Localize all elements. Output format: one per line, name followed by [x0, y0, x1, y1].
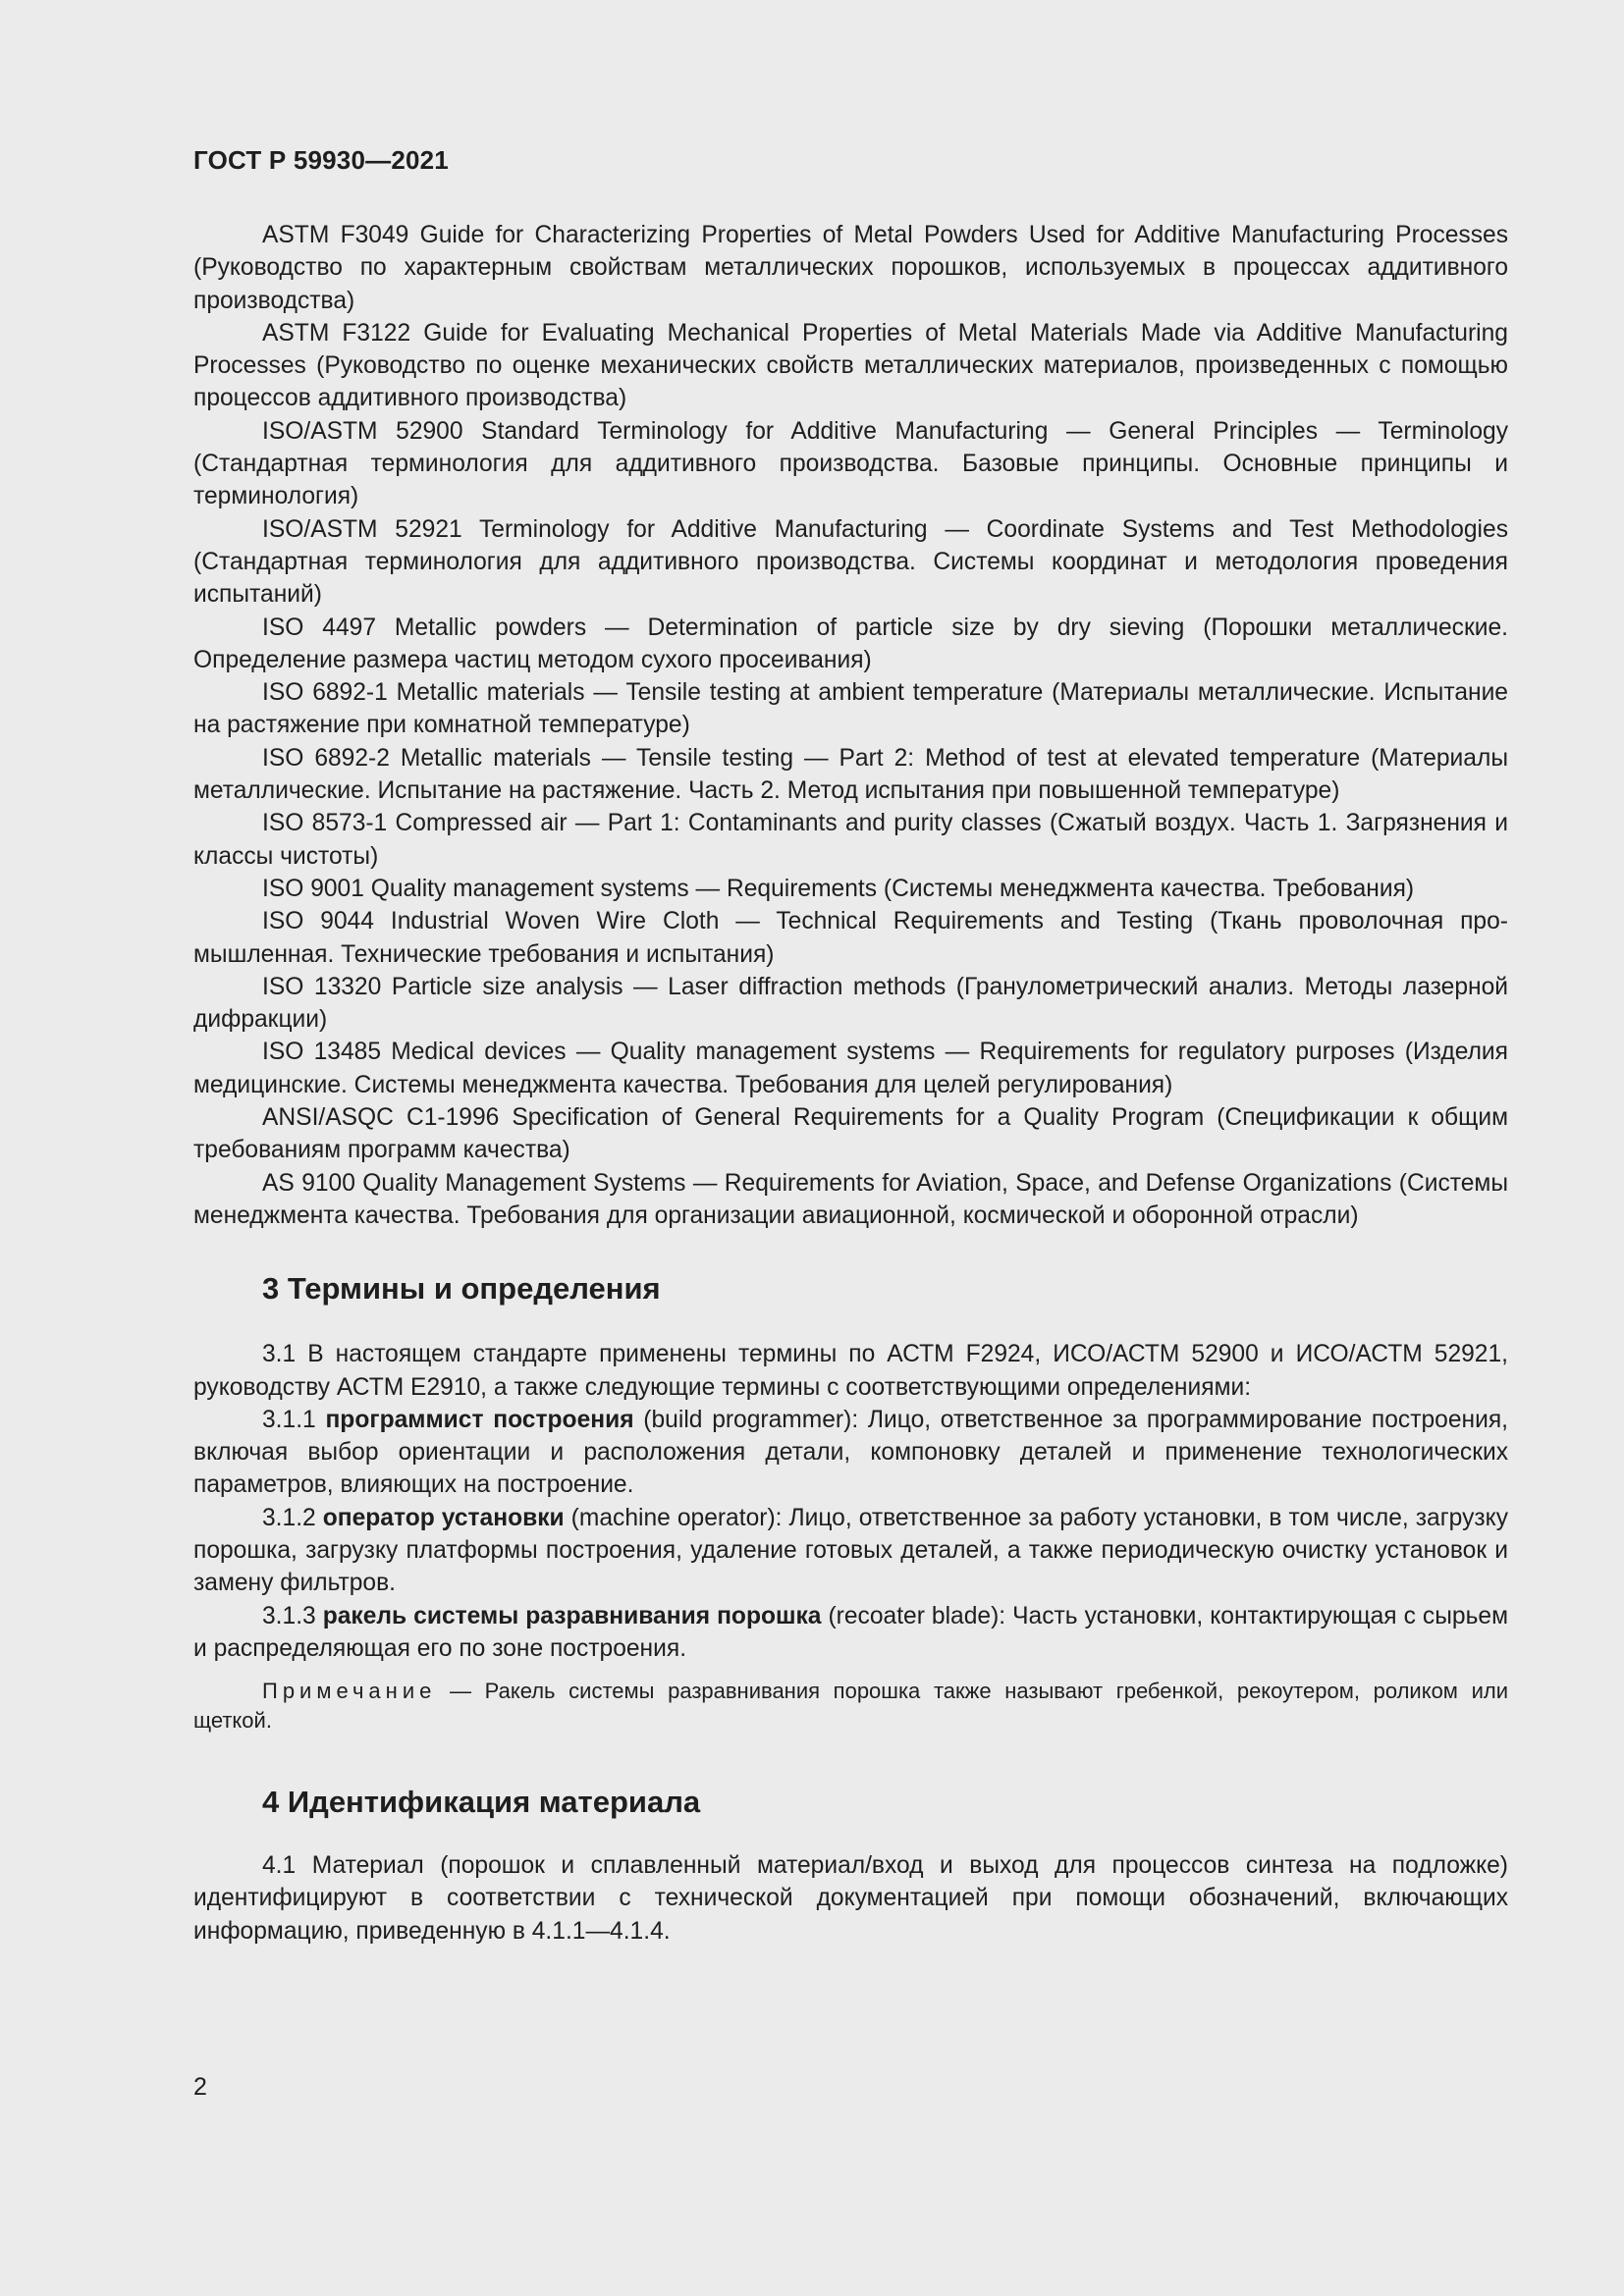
term-number: 3.1.2 [262, 1504, 323, 1531]
document-header: ГОСТ Р 59930—2021 [193, 145, 449, 175]
term-name: ракель системы разравнивания порошка [322, 1602, 822, 1629]
note-label: Примечание [262, 1679, 437, 1704]
page-number: 2 [193, 2073, 207, 2101]
document-page [193, 145, 1508, 1948]
reference-item: ISO/ASTM 52921 Terminology for Additive Manufacturing — Coordinate Systems and Test Methodologies (Стандартная терминология для аддитивного производства. Системы координат и методология проведения испытаний) [193, 515, 1508, 609]
term-3-1-2 [193, 1502, 1508, 1600]
reference-item: ISO 13320 Particle size analysis — Laser diffraction methods (Гранулометрический анализ. Методы лазерной дифракции) [193, 973, 1508, 1034]
section-3-heading: 3 Термины и определения [262, 1271, 661, 1307]
reference-item: ISO 9001 Quality management systems — Requirements (Системы менеджмента качества. Требования) [262, 875, 1415, 902]
note-text: — Ракель системы разравнивания порошка также называют гребенкой, рекоутером, роликом или щеткой. [193, 1679, 1508, 1734]
clause-4-1: 4.1 Материал (порошок и сплавленный материал/вход и выход для процессов синтеза на подложке) идентифицируют в соответствии с технической документацией при помощи обозначений, включающих информацию, приведенную в 4.1.1—4.1.4. [193, 1852, 1508, 1945]
term-number: 3.1.1 [262, 1406, 326, 1433]
term-definition: (machine operator): Лицо, ответственное за работу установки, в том числе, загрузку порошка, загрузку платформы построения, удаление готовых деталей, а также периодическую очистку установок и замену фильтров. [193, 1504, 1508, 1597]
clause-3-1: 3.1 В настоящем стандарте применены термины по АСТМ F2924, ИСО/АСТМ 52900 и ИСО/АСТМ 52921, руководству АСТМ E2910, а также следующие термины с соответствующими определениями: [193, 1341, 1508, 1401]
term-3-1-3 [193, 1600, 1508, 1666]
reference-item: ISO 4497 Metallic powders — Determination of particle size by dry sieving (Порошки металлические. Определение размера частиц методом сухого просеивания) [193, 614, 1508, 673]
reference-item: ISO 6892-2 Metallic materials — Tensile testing — Part 2: Method of test at elevated temperature (Материалы металлические. Испытание на растяжение. Часть 2. Метод испытания при повышенной температуре) [193, 744, 1508, 805]
term-name: оператор установки [322, 1504, 565, 1531]
term-3-1-1 [193, 1404, 1508, 1502]
reference-item: ISO 9044 Industrial Woven Wire Cloth — Technical Requirements and Testing (Ткань проволочная промышленная. Технические требования и испытания) [193, 908, 1508, 968]
reference-item: AS 9100 Quality Management Systems — Requirements for Aviation, Space, and Defense Organizations (Системы менеджмента качества. Требования для организации авиационной, космической и оборонной отрасли) [193, 1169, 1508, 1229]
term-definition: (build programmer): Лицо, ответственное за программирование построения, включая выбор ориентации и расположения детали, компоновку деталей и применение технологических параметров, влияющих на построение. [193, 1406, 1508, 1499]
reference-item: ASTM F3049 Guide for Characterizing Properties of Metal Powders Used for Additive Manufacturing Processes (Руководство по характерным свойствам металлических порошков, используемых в процессах аддитивного производства) [193, 222, 1508, 314]
reference-item: ASTM F3122 Guide for Evaluating Mechanical Properties of Metal Materials Made via Additive Manufacturing Processes (Руководство по оценке механических свойств металлических материалов, произведенных с помощью процессов аддитивного производства) [193, 319, 1508, 412]
note [193, 1677, 1508, 1735]
reference-item: ISO 8573-1 Compressed air — Part 1: Contaminants and purity classes (Сжатый воздух. Часть 1. Загрязнения и классы чистоты) [193, 810, 1508, 870]
reference-list [193, 219, 1508, 1232]
reference-item: ANSI/ASQC C1-1996 Specification of General Requirements for a Quality Program (Спецификации к общим требованиям программ качества) [193, 1104, 1508, 1164]
section-4-heading: 4 Идентификация материала [262, 1785, 701, 1820]
reference-item: ISO 6892-1 Metallic materials — Tensile testing at ambient temperature (Материалы металлические. Испытание на растяжение при комнатной температуре) [193, 679, 1508, 739]
term-name: программист построения [325, 1406, 634, 1433]
term-number: 3.1.3 [262, 1602, 323, 1629]
reference-item: ISO/ASTM 52900 Standard Terminology for Additive Manufacturing — General Principles — Terminology (Стандартная терминология для аддитивного производства. Базовые принципы. Основные принципы и терминология) [193, 417, 1508, 510]
reference-item: ISO 13485 Medical devices — Quality management systems — Requirements for regulatory purposes (Изделия медицинские. Системы менеджмента качества. Требования для целей регулирования) [193, 1039, 1508, 1098]
term-definition: (recoater blade): Часть установки, контактирующая с сырьем и распределяющая его по зоне построения. [193, 1602, 1508, 1662]
